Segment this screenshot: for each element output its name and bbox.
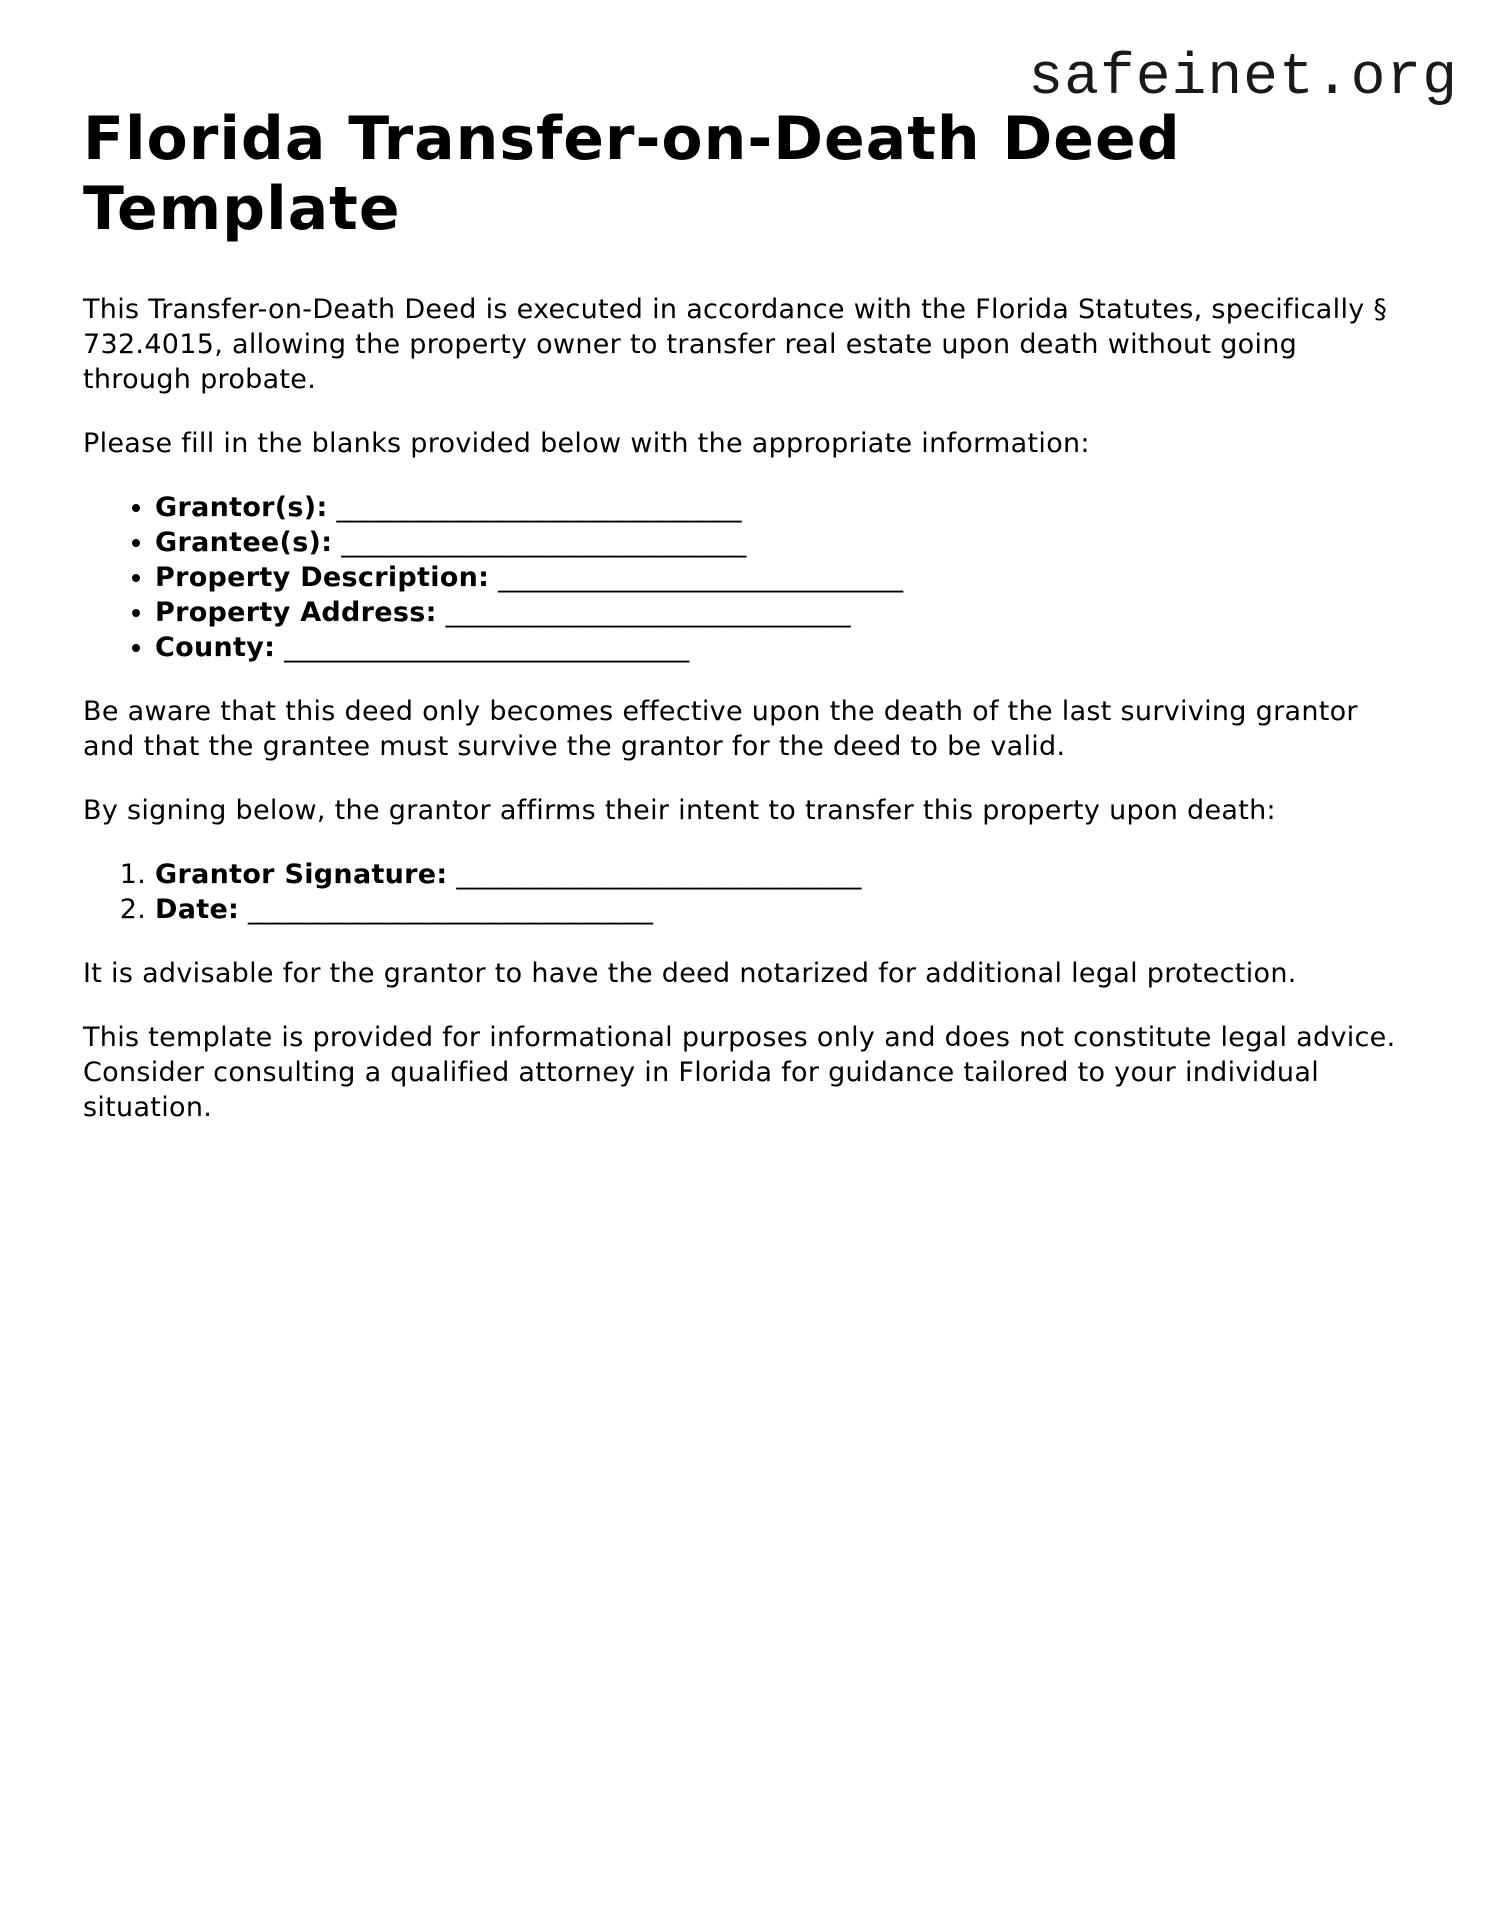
list-item-grantor-signature [155, 857, 1413, 892]
list-item-grantees [155, 525, 1413, 560]
county-blank[interactable]: ______________________________ [284, 632, 690, 663]
disclaimer: This template is provided for informational purposes only and does not constitute legal advice. Consider consulting a qualified attorney in Florida for guidance tailored to your individual situation. [83, 1022, 1396, 1123]
list-item-property-address [155, 595, 1413, 630]
list-item-grantors [155, 490, 1413, 525]
field-label: Grantor(s): [155, 492, 328, 523]
intro-paragraph: This Transfer-on-Death Deed is executed in accordance with the Florida Statutes, specifically § 732.4015, allowing the property owner to transfer real estate upon death without going through probate. [83, 294, 1388, 395]
property-description-blank[interactable]: ______________________________ [498, 562, 904, 593]
list-item-county [155, 630, 1413, 665]
field-label: Date: [155, 894, 240, 925]
grantor-signature-blank[interactable]: ______________________________ [456, 859, 862, 890]
field-label: Grantor Signature: [155, 859, 448, 890]
date-blank[interactable]: ______________________________ [248, 894, 654, 925]
grantors-blank[interactable]: ______________________________ [336, 492, 742, 523]
signing-intro: By signing below, the grantor affirms their intent to transfer this property upon death: [83, 795, 1276, 826]
notary-advice: It is advisable for the grantor to have the deed notarized for additional legal protection. [83, 958, 1297, 989]
watermark: safeinet.org [1028, 46, 1458, 111]
fill-instruction: Please fill in the blanks provided below with the appropriate information: [83, 428, 1090, 459]
list-item-property-description [155, 560, 1413, 595]
field-label: Property Address: [155, 597, 437, 628]
property-address-blank[interactable]: ______________________________ [445, 597, 851, 628]
field-label: County: [155, 632, 276, 663]
field-label: Grantee(s): [155, 527, 333, 558]
deed-fields-list [83, 490, 1413, 665]
field-label: Property Description: [155, 562, 490, 593]
page-title: Florida Transfer-on-Death Deed Template [83, 104, 1181, 244]
list-item-date [155, 892, 1413, 927]
document-body [83, 104, 1413, 1125]
grantees-blank[interactable]: ______________________________ [341, 527, 747, 558]
awareness-paragraph: Be aware that this deed only becomes effective upon the death of the last surviving grantor and that the grantee must survive the grantor for the deed to be valid. [83, 696, 1358, 762]
signature-list [83, 857, 1413, 927]
